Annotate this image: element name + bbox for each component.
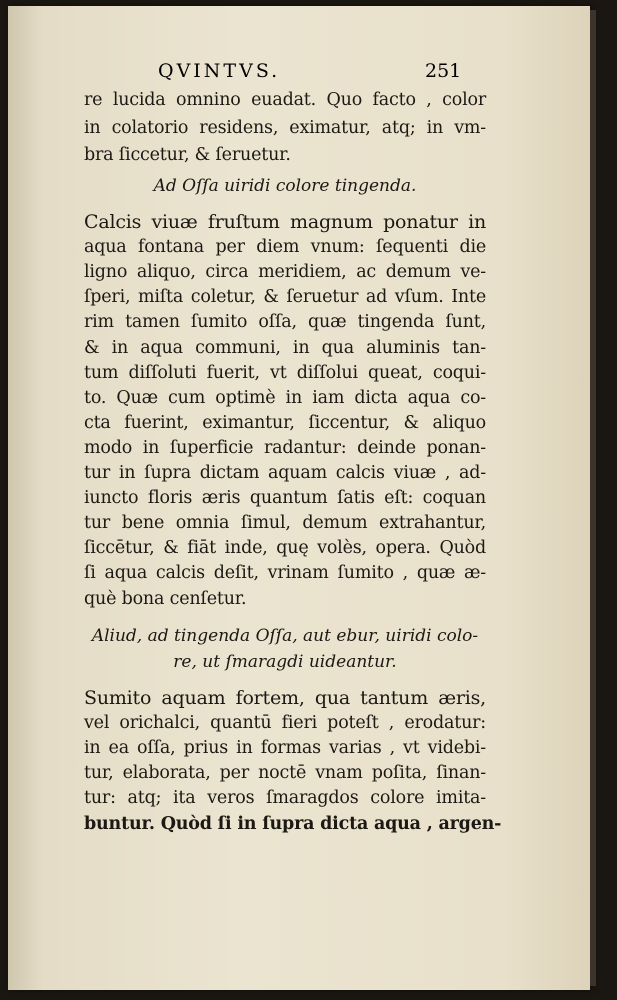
text-line: tur bene omnia ſimul, demum extrahantur, bbox=[84, 513, 486, 533]
text-line: tum diſſoluti fuerit, vt diſſolui queat, coqui- bbox=[84, 363, 486, 383]
text-line: aqua fontana per diem vnum: ſequenti die bbox=[84, 237, 486, 257]
text-line: ſiccētur, & fiāt inde, quę volès, opera. Quòd bbox=[84, 538, 486, 558]
text-line: in colatorio residens, eximatur, atq; in vm- bbox=[84, 118, 486, 138]
section-heading: re, ut ſmaragdi uideantur. bbox=[173, 652, 397, 672]
running-head: QVINTVS. bbox=[158, 60, 281, 82]
text-line: ſi aqua calcis deſit, vrinam ſumito , quæ æ- bbox=[84, 563, 486, 583]
text-line: & in aqua communi, in qua aluminis tan- bbox=[84, 338, 486, 358]
text-line: modo in ſuperficie radantur: deinde ponan- bbox=[84, 438, 486, 458]
text-line: rim tamen ſumito oſſa, quæ tingenda ſunt, bbox=[84, 312, 486, 332]
text-line: tur: atq; ita veros ſmaragdos colore imita- bbox=[84, 788, 486, 808]
text-line: bra ſiccetur, & ſeruetur. bbox=[84, 145, 291, 165]
text-line: tur in ſupra dictam aquam calcis viuæ , ad- bbox=[84, 463, 486, 483]
text-line: Sumito aquam fortem, qua tantum æris, bbox=[84, 687, 486, 709]
text-line: to. Quæ cum optimè in iam dicta aqua co- bbox=[84, 388, 486, 408]
page-header bbox=[80, 60, 482, 86]
text-line: què bona cenſetur. bbox=[84, 589, 247, 609]
text-line: ligno aliquo, circa meridiem, ac demum ve- bbox=[84, 262, 486, 282]
page-number: 251 bbox=[425, 60, 462, 82]
text-line: buntur. Quòd ſi in ſupra dicta aqua , argen- bbox=[84, 814, 502, 834]
text-line: Calcis viuæ fruſtum magnum ponatur in bbox=[84, 211, 486, 233]
text-line: cta fuerint, eximantur, ſiccentur, & aliquo bbox=[84, 413, 486, 433]
text-line: re lucida omnino euadat. Quo facto , color bbox=[84, 90, 486, 110]
page-edge bbox=[590, 10, 596, 986]
section-heading: Ad Oſſa uiridi colore tingenda. bbox=[153, 176, 417, 196]
section-heading: Aliud, ad tingenda Oſſa, aut ebur, uiridi colo- bbox=[91, 626, 479, 646]
text-line: ſperi, miſta coletur, & ſeruetur ad vſum. Inte bbox=[84, 287, 486, 307]
text-line: tur, elaborata, per noctē vnam poſita, ſinan- bbox=[84, 763, 486, 783]
text-line: vel orichalci, quantū fieri poteſt , erodatur: bbox=[84, 713, 486, 733]
text-line: in ea oſſa, prius in formas varias , vt videbi- bbox=[84, 738, 486, 758]
text-line: iuncto floris æris quantum ſatis eſt: coquan bbox=[84, 488, 486, 508]
